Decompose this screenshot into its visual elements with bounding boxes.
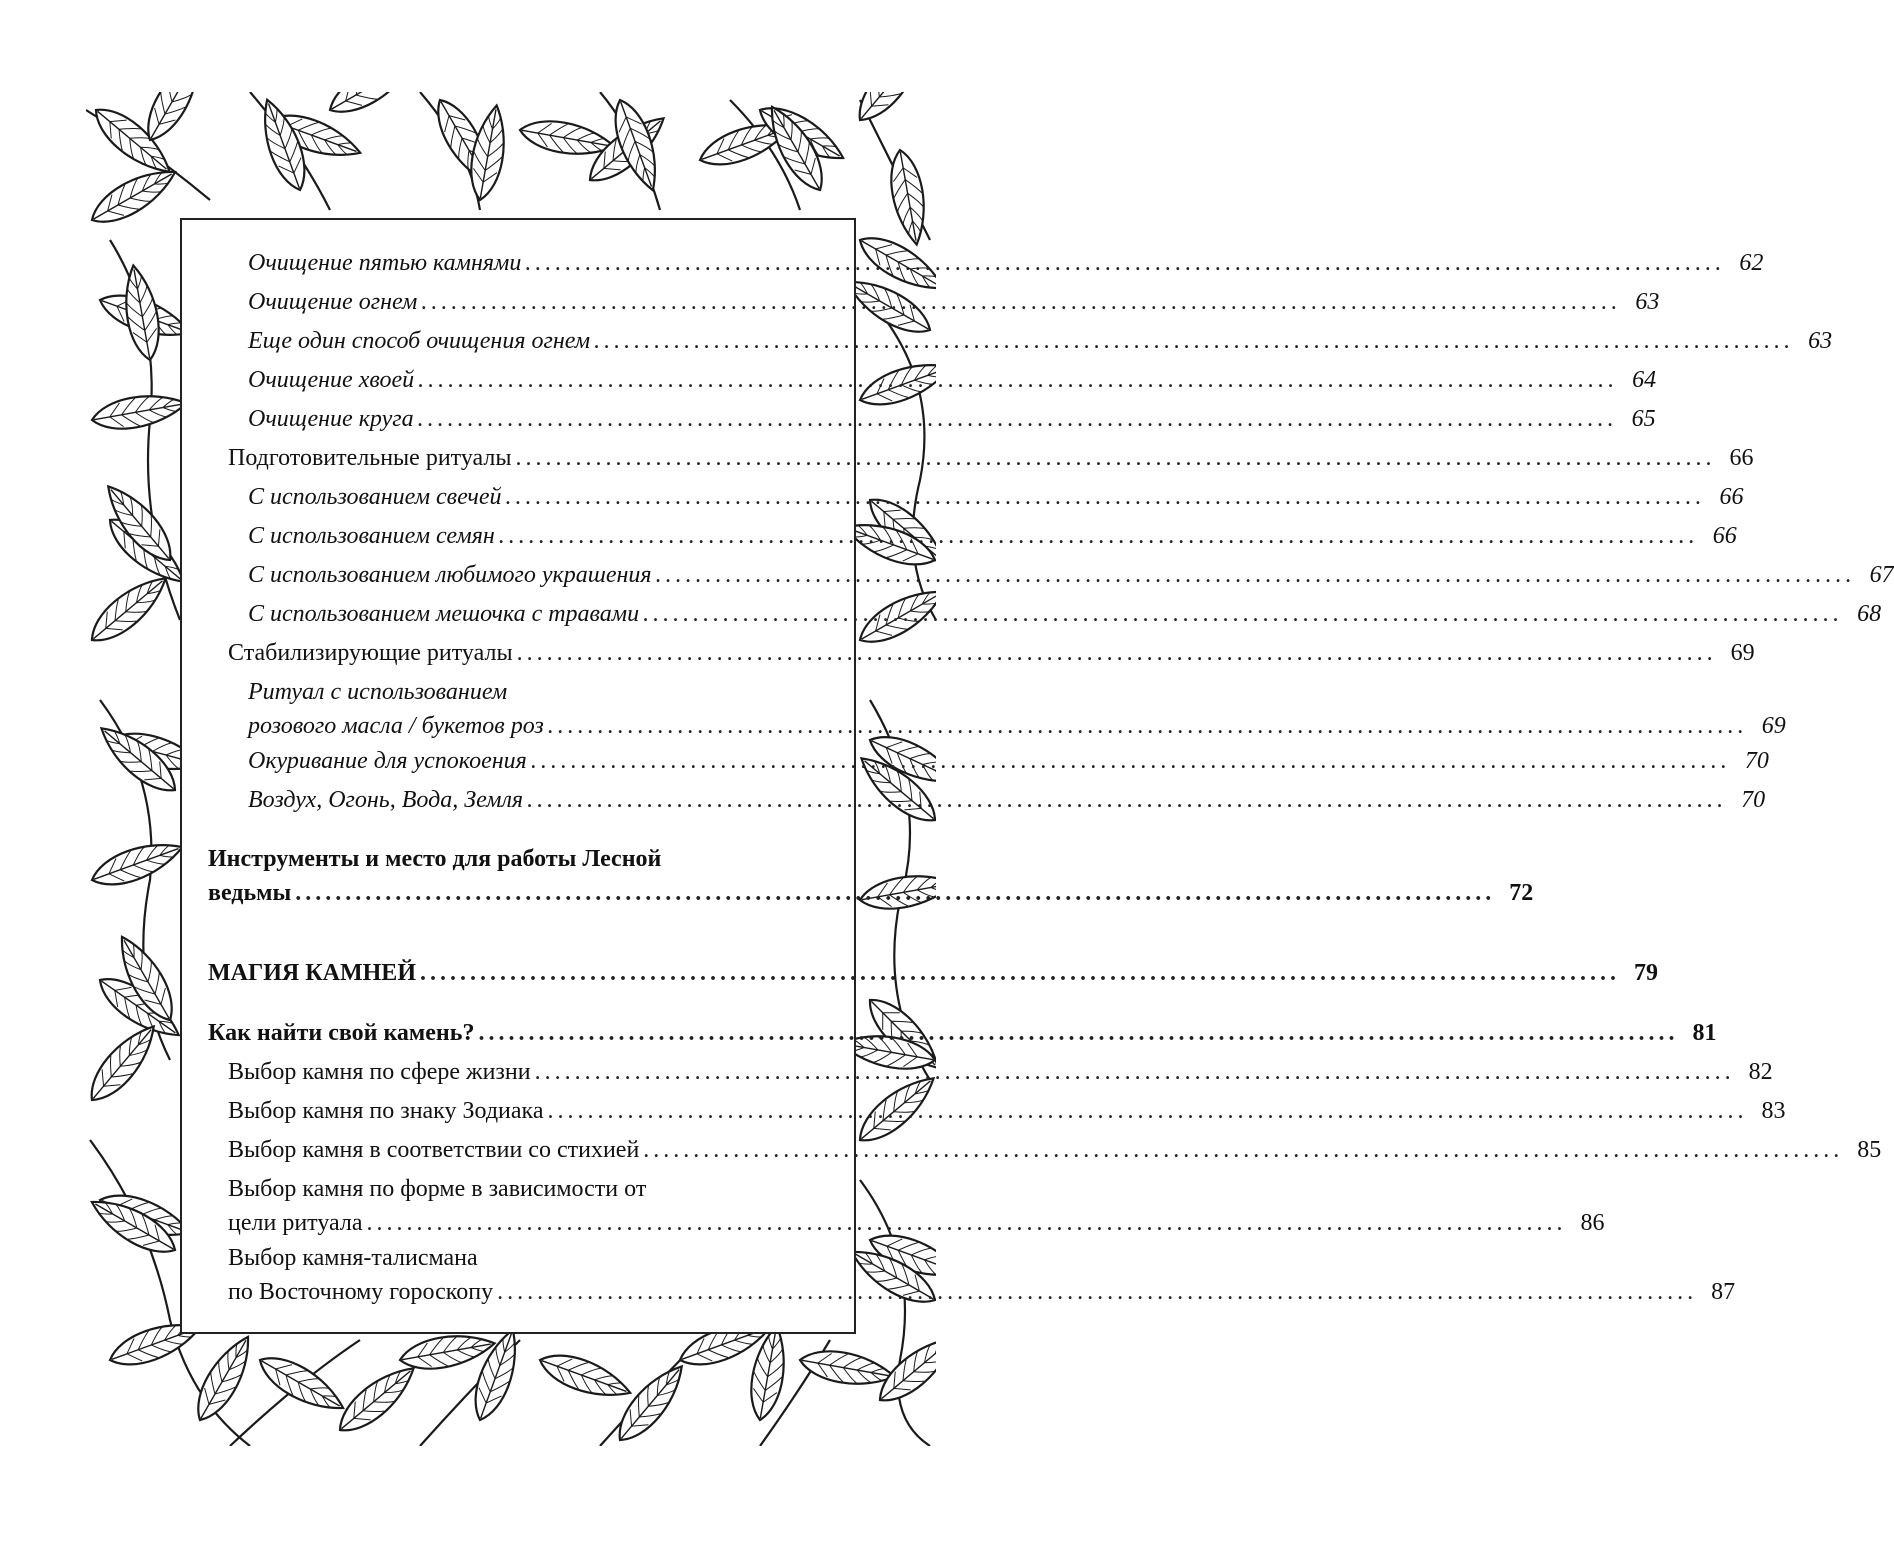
toc-entry-title: Выбор камня по знаку Зодиака [228, 1098, 544, 1124]
toc-entry-title: Еще один способ очищения огнем [248, 328, 591, 354]
toc-entry-title-line1: Выбор камня по форме в зависимости от [228, 1176, 647, 1202]
toc-entry[interactable] [182, 783, 1766, 817]
leader-dots: ........................................................................................................................ [525, 250, 1726, 276]
toc-entry-title: Как найти свой камень? [208, 1020, 475, 1046]
toc-page-number: 87 [1711, 1279, 1736, 1305]
toc-page-number: 70 [1744, 748, 1769, 774]
toc-page-number: 85 [1857, 1137, 1882, 1163]
leader-dots: ........................................................................................................................ [547, 713, 1748, 739]
toc-entry[interactable] [182, 1016, 1717, 1050]
toc-page-number: 70 [1741, 787, 1766, 813]
toc-entry-title: по Восточному гороскопу [228, 1279, 494, 1305]
toc-page-number: 65 [1631, 406, 1656, 432]
toc-entry-title: С использованием семян [248, 523, 495, 549]
leader-dots: ........................................................................................................................ [498, 523, 1699, 549]
toc-entry-title: Очищение пятью камнями [248, 250, 522, 276]
toc-entry[interactable] [182, 246, 1764, 280]
toc-entry-title: МАГИЯ КАМНЕЙ [208, 960, 416, 986]
toc-page-number: 83 [1761, 1098, 1786, 1124]
leader-dots: ........................................................................................................................ [295, 880, 1496, 906]
toc-entry-title: Воздух, Огонь, Вода, Земля [248, 787, 524, 813]
toc-entry-title-line1: Инструменты и место для работы Лесной [208, 846, 662, 872]
leader-dots: ........................................................................................................................ [534, 1059, 1735, 1085]
leader-dots: ........................................................................................................................ [643, 601, 1844, 627]
toc-page-number: 66 [1719, 484, 1744, 510]
toc-entry-title: С использованием любимого украшения [248, 562, 652, 588]
toc-entry-title: С использованием свечей [248, 484, 502, 510]
leader-dots: ........................................................................................................................ [515, 445, 1716, 471]
leader-dots: ........................................................................................................................ [418, 367, 1619, 393]
toc-entry-title: Очищение круга [248, 406, 414, 432]
toc-page-number: 68 [1857, 601, 1882, 627]
leader-dots: ........................................................................................................................ [527, 787, 1728, 813]
toc-page-number: 79 [1633, 960, 1658, 986]
toc-entry[interactable] [182, 480, 1744, 514]
toc-entry[interactable] [182, 1133, 1882, 1167]
leader-dots: ........................................................................................................................ [530, 748, 1731, 774]
table-of-contents-panel [180, 218, 1894, 1334]
toc-entry-title: цели ритуала [228, 1210, 363, 1236]
toc-entry[interactable] [182, 519, 1737, 553]
leader-dots: ........................................................................................................................ [594, 328, 1795, 354]
toc-entry-title: Окуривание для успокоения [248, 748, 527, 774]
leader-dots: ........................................................................................................................ [643, 1137, 1844, 1163]
leader-dots: ........................................................................................................................ [417, 406, 1618, 432]
toc-entry[interactable] [182, 363, 1657, 397]
toc-entry-title: Выбор камня в соответствии со стихией [228, 1137, 640, 1163]
leader-dots: ........................................................................................................................ [497, 1279, 1698, 1305]
leader-dots: ........................................................................................................................ [547, 1098, 1748, 1124]
leader-dots: ........................................................................................................................ [505, 484, 1706, 510]
toc-entry[interactable] [182, 842, 1534, 910]
toc-page-number: 64 [1632, 367, 1657, 393]
toc-entry-title: Очищение хвоей [248, 367, 415, 393]
toc-entry[interactable] [182, 558, 1894, 592]
toc-entry[interactable] [182, 597, 1882, 631]
toc-entry-title: ведьмы [208, 880, 292, 906]
toc-entry[interactable] [182, 1172, 1605, 1240]
toc-page-number: 66 [1712, 523, 1737, 549]
toc-entry-title: Очищение огнем [248, 289, 418, 315]
toc-entry[interactable] [182, 402, 1656, 436]
toc-entry[interactable] [182, 1094, 1786, 1128]
toc-entry[interactable] [182, 956, 1658, 990]
toc-entry-title: С использованием мешочка с травами [248, 601, 640, 627]
toc-entry[interactable] [182, 285, 1660, 319]
leader-dots: ........................................................................................................................ [419, 960, 1620, 986]
toc-page-number: 62 [1739, 250, 1764, 276]
toc-page-number: 86 [1580, 1210, 1605, 1236]
toc-entry[interactable] [182, 744, 1769, 778]
toc-page-number: 69 [1730, 640, 1755, 666]
leader-dots: ........................................................................................................................ [421, 289, 1622, 315]
leader-dots: ........................................................................................................................ [516, 640, 1717, 666]
toc-page-number: 63 [1808, 328, 1833, 354]
toc-page-number: 63 [1635, 289, 1660, 315]
toc-entry[interactable] [182, 1055, 1773, 1089]
toc-entry-title: Стабилизирующие ритуалы [228, 640, 513, 666]
toc-entry-title-line1: Выбор камня-талисмана [228, 1245, 478, 1271]
leader-dots: ........................................................................................................................ [655, 562, 1856, 588]
toc-entry-title: Подготовительные ритуалы [228, 445, 512, 471]
toc-entry-title: Выбор камня по сфере жизни [228, 1059, 531, 1085]
toc-entry[interactable] [182, 1241, 1736, 1309]
toc-entry[interactable] [182, 441, 1754, 475]
toc-entry[interactable] [182, 636, 1755, 670]
toc-page-number: 72 [1509, 880, 1534, 906]
toc-page-number: 69 [1761, 713, 1786, 739]
leader-dots: ........................................................................................................................ [478, 1020, 1679, 1046]
toc-entry-title-line1: Ритуал с использованием [248, 679, 508, 705]
leader-dots: ........................................................................................................................ [366, 1210, 1567, 1236]
toc-page-number: 67 [1869, 562, 1894, 588]
toc-page-number: 82 [1748, 1059, 1773, 1085]
toc-page-number: 81 [1692, 1020, 1717, 1046]
toc-entry[interactable] [182, 675, 1786, 743]
toc-entry-title: розового масла / букетов роз [248, 713, 544, 739]
toc-entry[interactable] [182, 324, 1833, 358]
toc-page-number: 66 [1729, 445, 1754, 471]
